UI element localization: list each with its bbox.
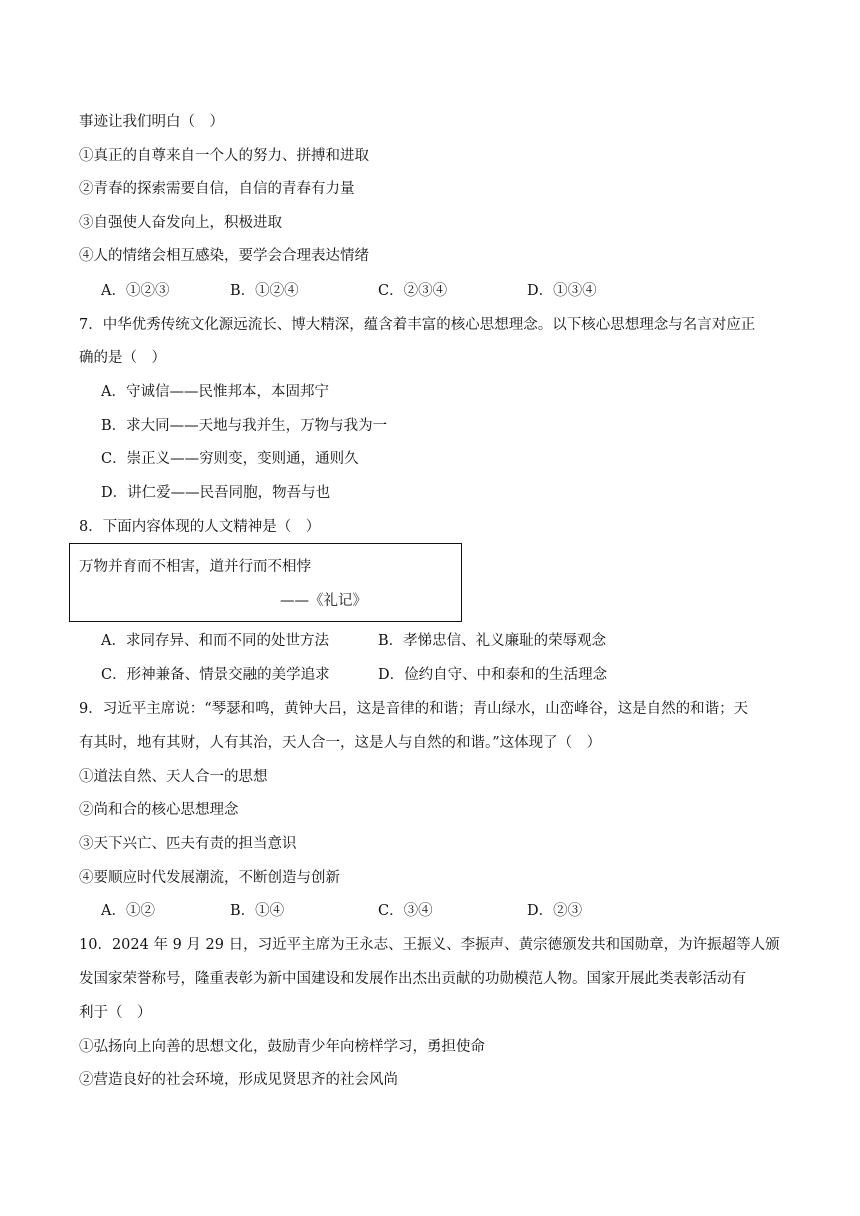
- q6-stem-tail: 事迹让我们明白（ ）: [79, 114, 224, 130]
- q10-stem-line-2: 发国家荣誉称号，隆重表彰为新中国建设和发展作出杰出贡献的功勋模范人物。国家开展此类表彰活动有: [79, 971, 746, 987]
- q8-stem: 8．下面内容体现的人文精神是（ ）: [79, 519, 321, 535]
- q7-stem-line-2: 确的是（ ）: [79, 350, 166, 366]
- q7-stem-line-1: 7．中华优秀传统文化源远流长、博大精深，蕴含着丰富的核心思想理念。以下核心思想理念与名言对应正: [79, 317, 756, 333]
- q6-option-c: C．②③④: [378, 283, 448, 299]
- quote-box: [69, 543, 462, 622]
- q7-option-d: D．讲仁爱——民吾同胞，物吾与也: [101, 485, 331, 501]
- q9-stem-line-2: 有其时，地有其财，人有其治，天人合一，这是人与自然的和谐。”这体现了（ ）: [79, 735, 602, 751]
- q6-statement-2: ②青春的探索需要自信，自信的青春有力量: [79, 181, 355, 197]
- q9-statement-2: ②尚和合的核心思想理念: [79, 802, 239, 818]
- q8-option-a: A．求同存异、和而不同的处世方法: [101, 633, 329, 649]
- q6-statement-4: ④人的情绪会相互感染，要学会合理表达情绪: [79, 248, 369, 264]
- q9-statement-1: ①道法自然、天人合一的思想: [79, 769, 268, 785]
- q6-option-a: A．①②③: [101, 283, 170, 299]
- q8-option-d: D．俭约自守、中和泰和的生活理念: [378, 667, 608, 683]
- q7-option-b: B．求大同——天地与我并生，万物与我为一: [101, 418, 388, 434]
- q8-quote-source: ——《礼记》: [280, 593, 367, 609]
- q9-stem-line-1: 9．习近平主席说：“琴瑟和鸣，黄钟大吕，这是音律的和谐；青山绿水，山峦峰谷，这是自然的和谐；天: [79, 701, 749, 717]
- q9-option-d: D．②③: [527, 903, 583, 919]
- q8-quote: 万物并育而不相害，道并行而不相悖: [79, 559, 311, 575]
- q10-statement-2: ②营造良好的社会环境，形成见贤思齐的社会风尚: [79, 1072, 398, 1088]
- q9-statement-3: ③天下兴亡、匹夫有责的担当意识: [79, 836, 297, 852]
- q7-option-c: C．崇正义——穷则变，变则通，通则久: [101, 451, 359, 467]
- q8-option-b: B．孝悌忠信、礼义廉耻的荣辱观念: [378, 633, 607, 649]
- q9-option-a: A．①②: [101, 903, 155, 919]
- q7-option-a: A．守诚信——民惟邦本，本固邦宁: [101, 384, 329, 400]
- q10-stem-line-3: 利于（ ）: [79, 1005, 152, 1021]
- q9-statement-4: ④要顺应时代发展潮流，不断创造与创新: [79, 870, 340, 886]
- q6-option-b: B．①②④: [230, 283, 299, 299]
- q9-option-c: C．③④: [378, 903, 433, 919]
- q9-option-b: B．①④: [230, 903, 285, 919]
- q6-option-d: D．①③④: [527, 283, 597, 299]
- q8-option-c: C．形神兼备、情景交融的美学追求: [101, 667, 330, 683]
- q6-statement-3: ③自强使人奋发向上，积极进取: [79, 215, 282, 231]
- q10-statement-1: ①弘扬向上向善的思想文化，鼓励青少年向榜样学习，勇担使命: [79, 1039, 485, 1055]
- q10-stem-line-1: 10．2024 年 9 月 29 日，习近平主席为王永志、王振义、李振声、黄宗德颁发共和国勋章，为许振超等人颁: [79, 937, 780, 953]
- q6-statement-1: ①真正的自尊来自一个人的努力、拼搏和进取: [79, 148, 369, 164]
